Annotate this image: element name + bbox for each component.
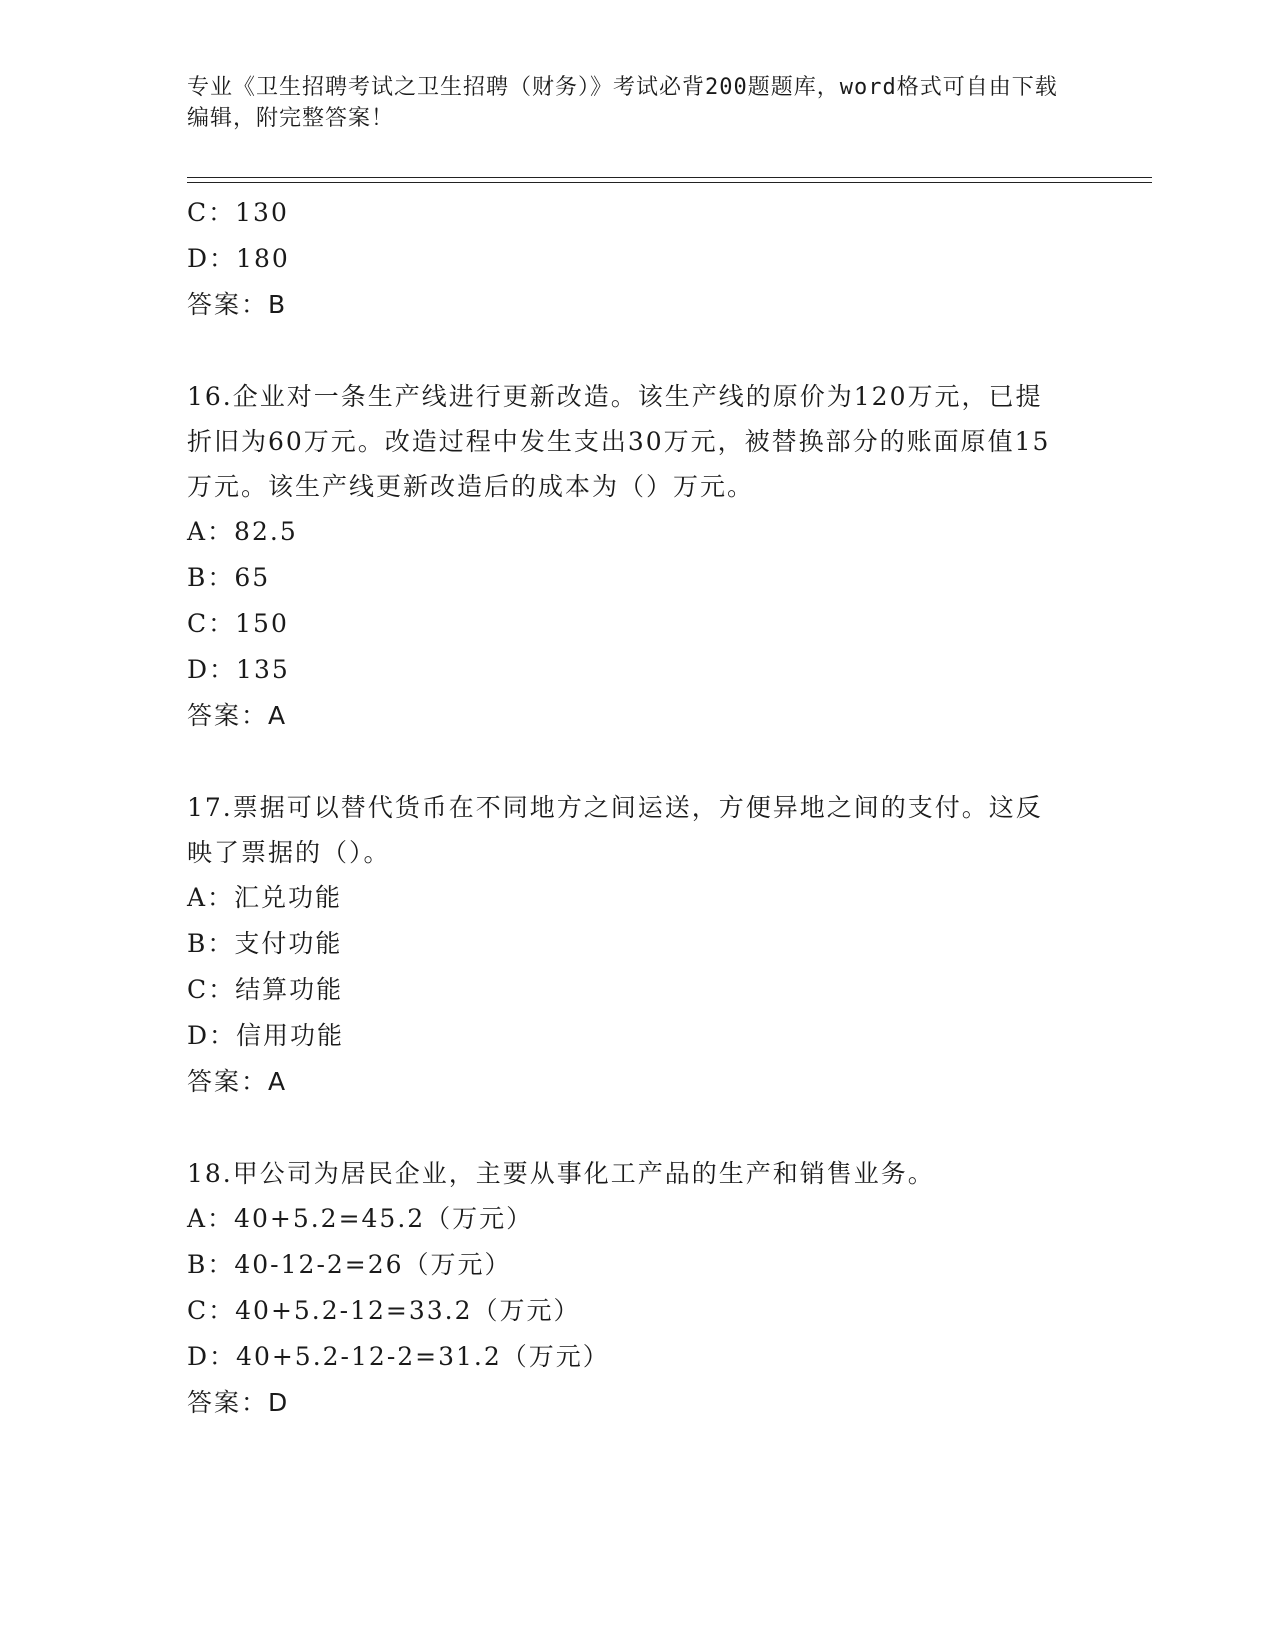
question-18-stem: 18.甲公司为居民企业，主要从事化工产品的生产和销售业务。 <box>187 1159 935 1188</box>
option-c: C：40+5.2-12=33.2（万元） <box>187 1296 581 1325</box>
option-a: A：82.5 <box>187 517 298 546</box>
question-body <box>187 190 1087 1426</box>
answer-label: 答案：A <box>187 1067 288 1096</box>
option-b: B：65 <box>187 563 271 592</box>
option-a: A：40+5.2=45.2（万元） <box>187 1204 534 1233</box>
option-b: B：支付功能 <box>187 929 343 958</box>
page-header: 专业《卫生招聘考试之卫生招聘（财务）》考试必背200题题库，word格式可自由下载编辑，附完整答案！ <box>187 75 1058 131</box>
option-c: C：结算功能 <box>187 975 344 1004</box>
answer-label: 答案：A <box>187 701 288 730</box>
answer-label: 答案：D <box>187 1388 290 1417</box>
answer-label: 答案：B <box>187 290 288 319</box>
option-d: D：180 <box>187 244 290 273</box>
option-a: A：汇兑功能 <box>187 883 343 912</box>
header-rule-bottom <box>187 182 1152 183</box>
option-c: C：150 <box>187 609 289 638</box>
header-rule-top <box>187 177 1152 178</box>
option-d: D：135 <box>187 655 290 684</box>
question-17-stem: 17.票据可以替代货币在不同地方之间运送，方便异地之间的支付。这反映了票据的（）。 <box>187 793 1043 867</box>
option-d: D：信用功能 <box>187 1021 345 1050</box>
option-c: C：130 <box>187 198 289 227</box>
option-d: D：40+5.2-12-2=31.2（万元） <box>187 1342 610 1371</box>
question-16-stem: 16.企业对一条生产线进行更新改造。该生产线的原价为120万元，已提折旧为60万元。改造过程中发生支出30万元，被替换部分的账面原值15万元。该生产线更新改造后的成本为（）万元。 <box>187 382 1051 501</box>
option-b: B：40-12-2=26（万元） <box>187 1250 512 1279</box>
